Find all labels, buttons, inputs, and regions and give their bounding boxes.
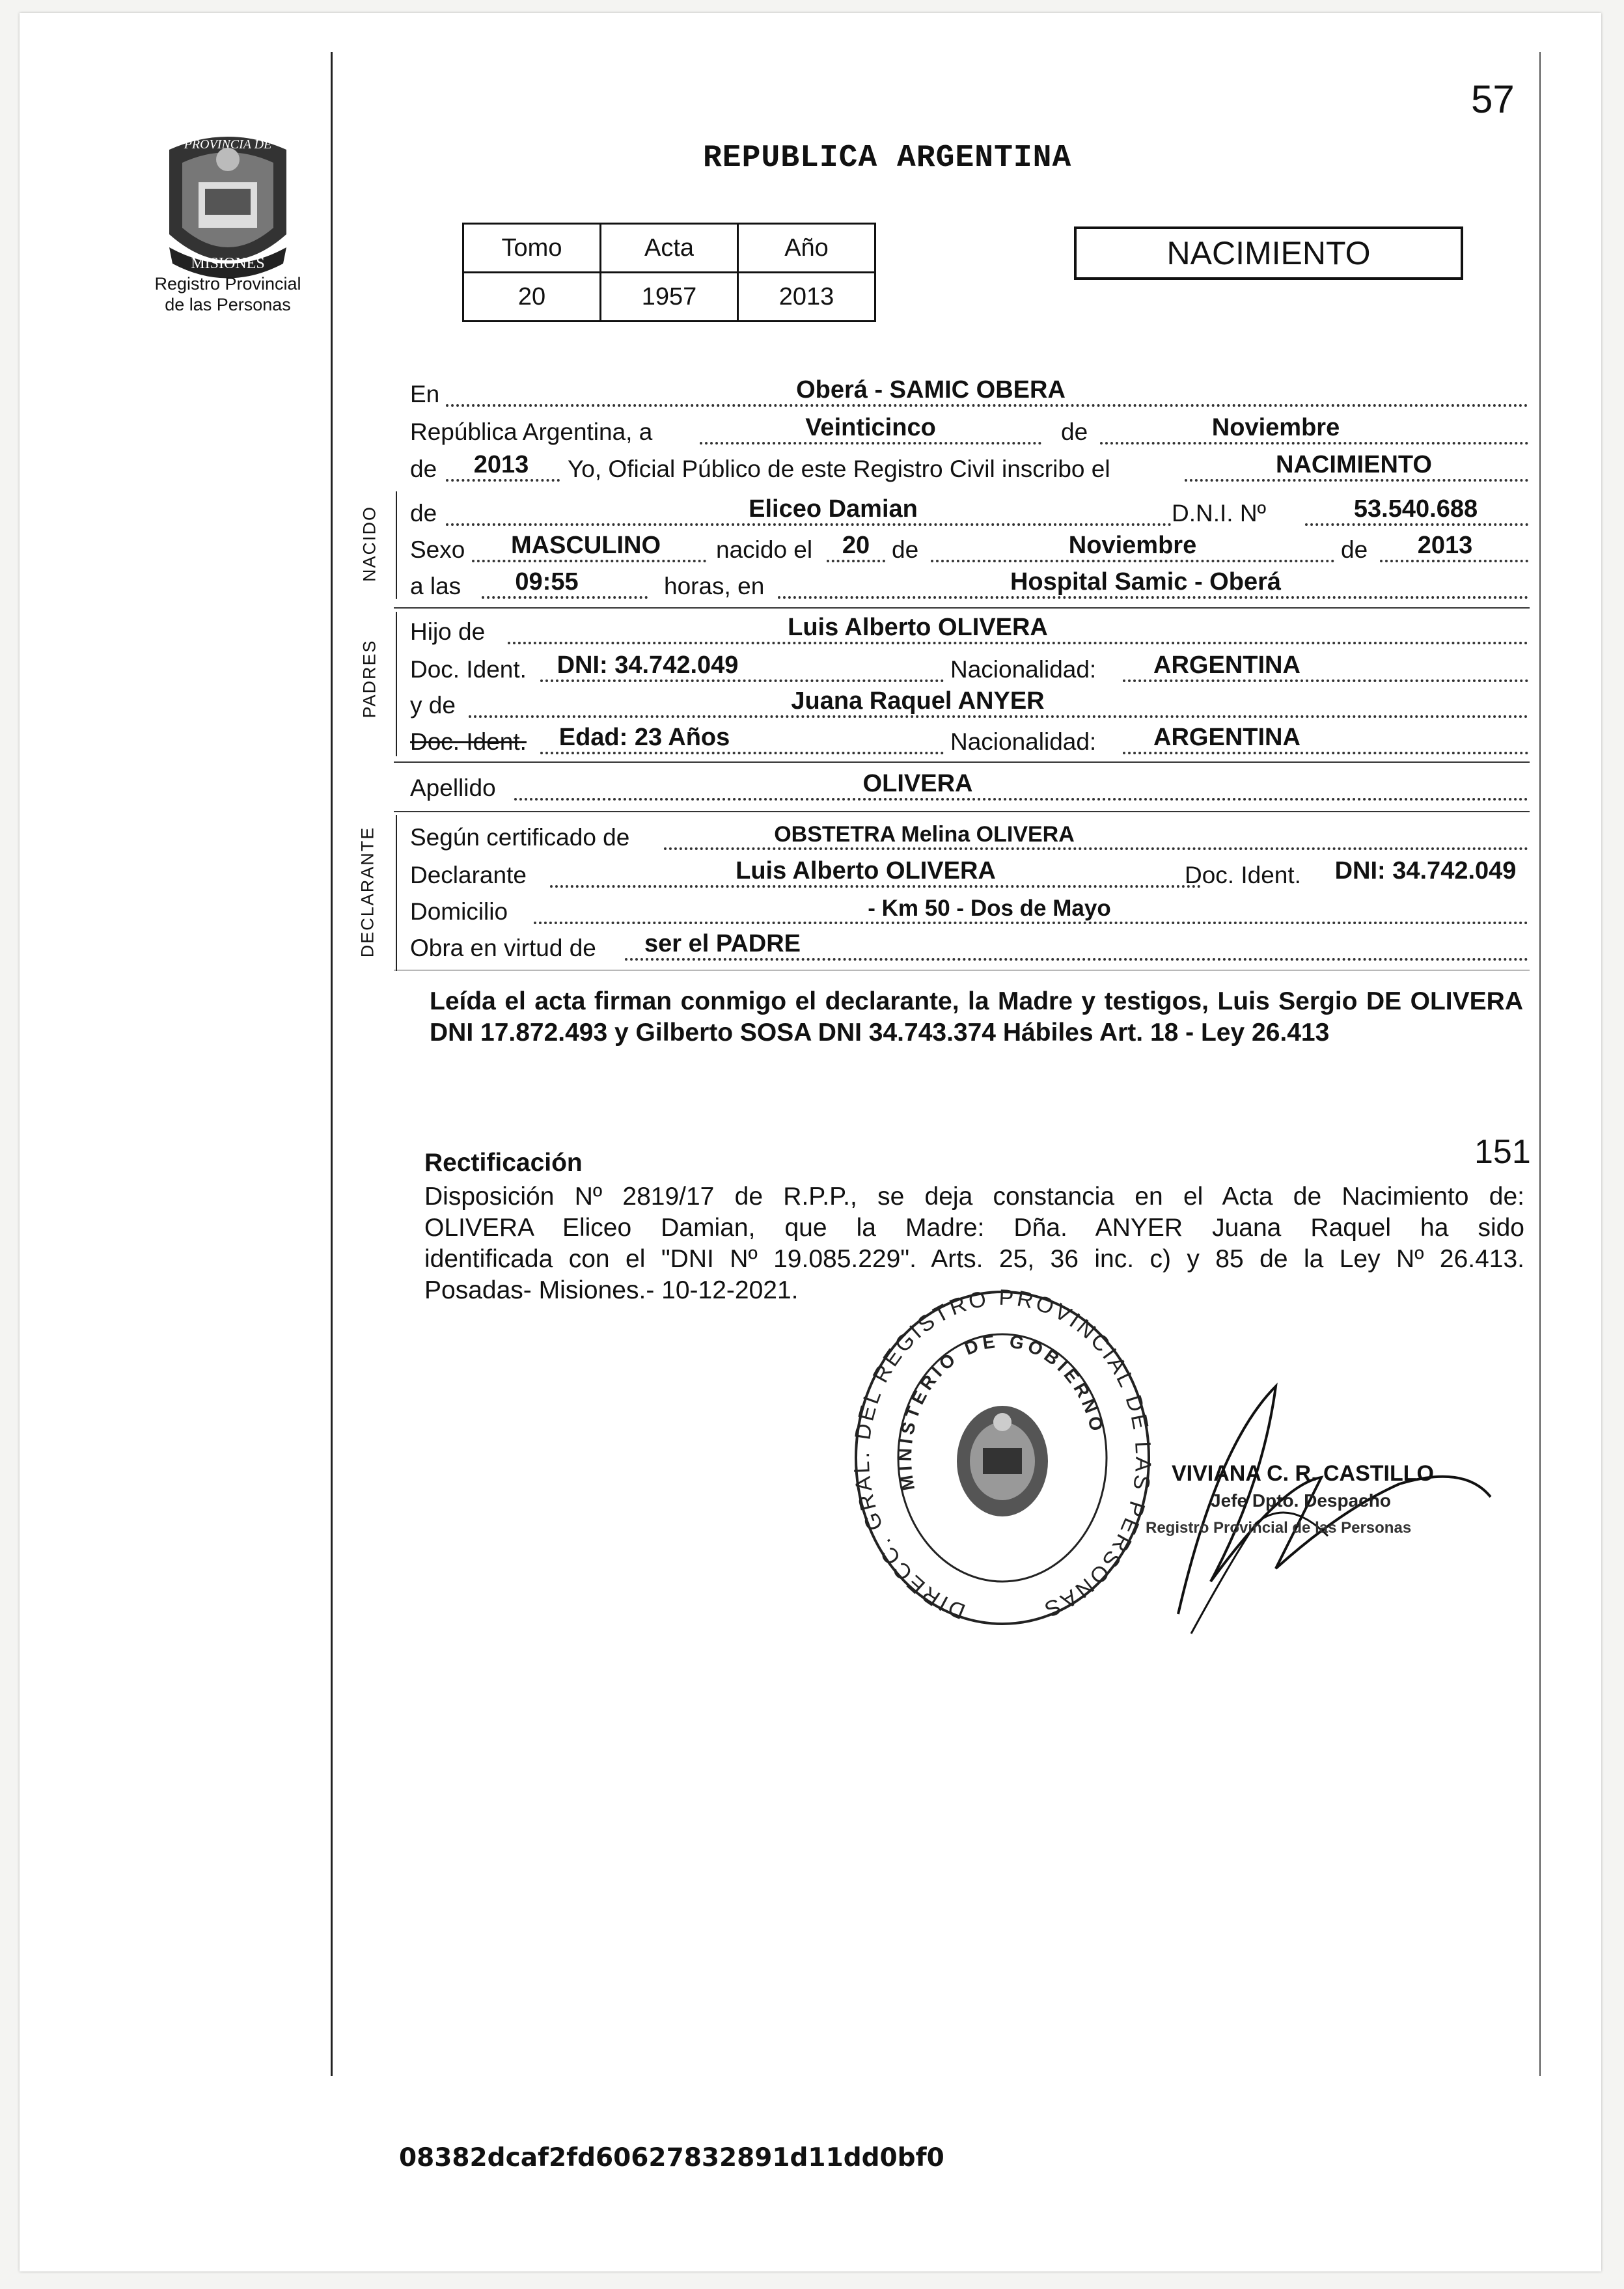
table-value-tomo: 20 — [463, 273, 601, 322]
label-en: En — [410, 381, 440, 407]
value-padre-doc: DNI: 34.742.049 — [557, 651, 739, 679]
rectificacion-line-2: OLIVERA Eliceo Damian, que la Madre: Dña. ANYER Juana Raquel ha sido — [424, 1214, 1524, 1242]
rectificacion-text — [424, 1181, 1524, 1306]
registry-table — [462, 223, 876, 322]
label-nacionalidad-2: Nacionalidad: — [950, 728, 1097, 755]
table-header-anio: Año — [738, 224, 875, 273]
row-hora — [410, 566, 1528, 603]
rectificacion-title: Rectificación — [424, 1149, 583, 1177]
value-anio: 2013 — [473, 451, 529, 478]
side-label-declarante: DECLARANTE — [357, 826, 378, 958]
value-declarante: Luis Alberto OLIVERA — [736, 857, 996, 884]
label-domicilio: Domicilio — [410, 898, 508, 925]
registry-line-1: Registro Provincial — [154, 274, 301, 294]
row-fecha — [410, 412, 1528, 448]
value-dia: Veinticinco — [805, 414, 936, 441]
row-padre-doc — [410, 650, 1528, 686]
label-horas-en: horas, en — [664, 573, 765, 599]
row-virtud — [410, 928, 1528, 965]
row-anio — [410, 449, 1528, 486]
row-certificado — [410, 817, 1528, 854]
record-type-box: NACIMIENTO — [1074, 226, 1463, 280]
value-sexo: MASCULINO — [510, 532, 661, 559]
value-nombre: Eliceo Damian — [749, 495, 918, 523]
row-padre — [410, 612, 1528, 648]
label-apellido: Apellido — [410, 774, 496, 801]
right-margin-line — [1539, 52, 1541, 2076]
value-nac-anio: 2013 — [1417, 532, 1473, 559]
label-de-5: de — [1341, 536, 1368, 563]
row-madre-doc — [410, 722, 1528, 758]
label-hijo-de: Hijo de — [410, 618, 486, 645]
label-sexo: Sexo — [410, 536, 465, 563]
label-obra-virtud: Obra en virtud de — [410, 935, 596, 961]
row-nombre — [410, 493, 1528, 530]
label-a-las: a las — [410, 573, 461, 599]
signature — [1126, 1367, 1549, 1640]
signature-name: VIVIANA C. R. CASTILLO — [1172, 1461, 1434, 1486]
value-hora: 09:55 — [515, 568, 579, 596]
row-declarante — [410, 855, 1528, 892]
value-dni: 53.540.688 — [1353, 495, 1478, 523]
label-nacido-el: nacido el — [716, 536, 813, 563]
row-madre — [410, 685, 1528, 722]
label-de-4: de — [892, 536, 919, 563]
value-nac-dia: 20 — [842, 532, 870, 559]
page-number: 57 — [1471, 77, 1515, 121]
label-declarante: Declarante — [410, 862, 527, 888]
document-hash: 08382dcaf2fd60627832891d11dd0bf0 — [399, 2143, 944, 2172]
value-virtud: ser el PADRE — [644, 930, 801, 957]
value-nac-mes: Noviembre — [1068, 532, 1197, 559]
value-apellido: OLIVERA — [862, 770, 973, 797]
label-republica: República Argentina, a — [410, 418, 653, 445]
document-page — [20, 13, 1601, 2271]
label-de: de — [1061, 418, 1088, 445]
table-value-acta: 1957 — [601, 273, 738, 322]
row-sexo — [410, 530, 1528, 566]
row-apellido — [410, 768, 1528, 804]
signature-role: Jefe Dpto. Despacho — [1211, 1490, 1391, 1511]
value-madre: Juana Raquel ANYER — [791, 687, 1045, 715]
value-lugar: Oberá - SAMIC OBERA — [796, 376, 1066, 404]
registry-line-2: de las Personas — [165, 295, 291, 314]
seal-inner-text: MINISTERIO DE GOBIERNO — [894, 1330, 1108, 1492]
misiones-coat-of-arms-logo — [143, 124, 312, 293]
seal-outer-text: DIRECC. GRAL. DEL REGISTRO PROVINCIAL DE LAS PERSONAS — [849, 1289, 1155, 1624]
side-label-nacido: NACIDO — [359, 506, 379, 583]
label-segun-cert: Según certificado de — [410, 824, 630, 851]
value-madre-doc: Edad: 23 Años — [558, 724, 730, 751]
side-label-padres: PADRES — [359, 639, 379, 719]
value-inscribe: NACIMIENTO — [1276, 451, 1432, 478]
rectificacion-number: 151 — [1474, 1133, 1531, 1171]
label-oficial: Yo, Oficial Público de este Registro Civil inscribo el — [568, 456, 1110, 482]
label-dni: D.N.I. Nº — [1172, 500, 1267, 527]
table-header-tomo: Tomo — [463, 224, 601, 273]
row-domicilio — [410, 892, 1528, 928]
label-doc-ident-2: Doc. Ident. — [410, 728, 527, 755]
value-padre: Luis Alberto OLIVERA — [788, 614, 1048, 641]
logo-top-text: PROVINCIA DE — [184, 137, 272, 152]
rectificacion-line-4: Posadas- Misiones.- 10-12-2021. — [424, 1276, 799, 1304]
label-de-3: de — [410, 500, 437, 527]
value-domicilio: - Km 50 - Dos de Mayo — [868, 896, 1111, 921]
label-de-2: de — [410, 456, 437, 482]
official-seal — [849, 1289, 1155, 1653]
label-nacionalidad: Nacionalidad: — [950, 656, 1097, 683]
value-padre-nac: ARGENTINA — [1153, 651, 1301, 679]
value-lugar-nac: Hospital Samic - Oberá — [1010, 568, 1281, 596]
page-title: REPUBLICA ARGENTINA — [703, 141, 1072, 176]
logo-bottom-text: MISIONES — [191, 255, 265, 272]
margin-line — [331, 52, 333, 2076]
row-lugar — [410, 374, 1528, 411]
value-certificado: OBSTETRA Melina OLIVERA — [774, 822, 1075, 847]
value-declarante-doc: DNI: 34.742.049 — [1334, 857, 1517, 884]
label-doc-ident: Doc. Ident. — [410, 656, 527, 683]
label-y-de: y de — [410, 692, 456, 719]
value-madre-nac: ARGENTINA — [1153, 724, 1301, 751]
registry-name — [124, 273, 332, 315]
rectificacion-line-3: identificada con el "DNI Nº 19.085.229". Arts. 25, 36 inc. c) y 85 de la Ley Nº 26.413. — [424, 1245, 1524, 1273]
value-mes: Noviembre — [1211, 414, 1340, 441]
label-doc-ident-3: Doc. Ident. — [1185, 862, 1301, 888]
rectificacion-line-1: Disposición Nº 2819/17 de R.P.P., se deja constancia en el Acta de Nacimiento de: — [424, 1183, 1524, 1211]
table-header-acta: Acta — [601, 224, 738, 273]
signature-office: Registro Provincial de las Personas — [1146, 1519, 1412, 1537]
closing-text: Leída el acta firman conmigo el declarante, la Madre y testigos, Luis Sergio DE OLIVERA DNI 17.872.493 y Gilberto SOSA DNI 34.743.374 Hábiles Art. 18 - Ley 26.413 — [430, 987, 1523, 1047]
table-value-anio: 2013 — [738, 273, 875, 322]
